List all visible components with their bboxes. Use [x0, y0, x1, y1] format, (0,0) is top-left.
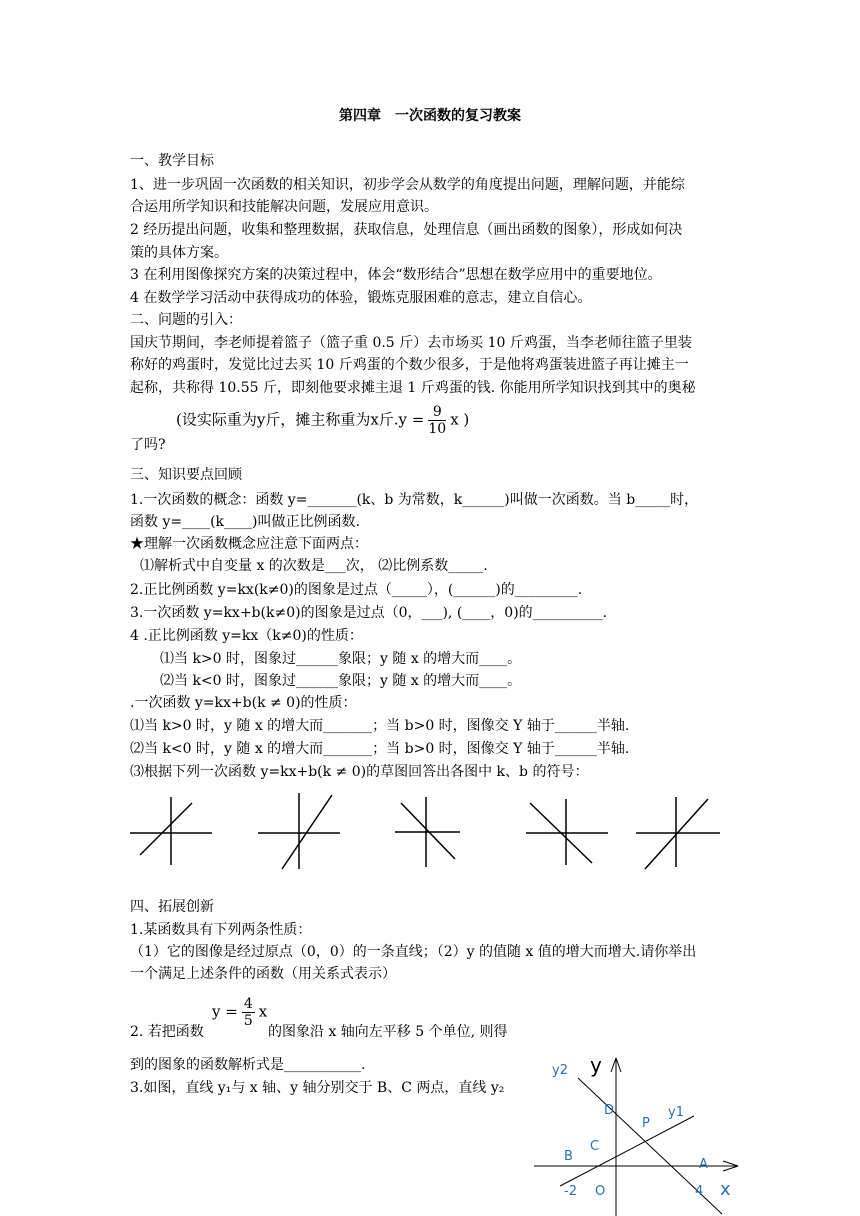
point-d-label: D — [604, 1103, 615, 1118]
fraction-denominator: 10 — [428, 421, 447, 437]
sketch-graph-2 — [258, 793, 340, 869]
point-b-label: B — [564, 1149, 573, 1164]
formula-tail: x ) — [450, 410, 470, 429]
review-line: 函数 y=____(k____)叫做正比例函数. — [130, 514, 360, 530]
point-c-label: C — [590, 1139, 600, 1154]
tick-neg2-label: -2 — [564, 1184, 577, 1199]
extension-line: （1）它的图像是经过原点（0，0）的一条直线；（2）y 的值随 x 值的增大而增大.请你举出 — [130, 944, 697, 960]
fraction — [428, 404, 446, 437]
review-line: ⑶根据下列一次函数 y=kx+b(k ≠ 0)的草图回答出各图中 k、b 的符号： — [130, 764, 589, 780]
goal-line: 策的具体方案。 — [130, 245, 228, 261]
fraction-denominator: 5 — [243, 1013, 253, 1029]
intro-line: 国庆节期间，李老师提着篮子（篮子重 0.5 斤）去市场买 10 斤鸡蛋，当李老师往篮子里装 — [130, 335, 692, 351]
review-line: 3.一次函数 y=kx+b(k≠0)的图象是过点（0，___), (____，0)的__________. — [130, 605, 608, 621]
review-line: .一次函数 y=kx+b(k ≠ 0)的性质： — [130, 695, 357, 711]
formula-lhs: y = — [212, 1002, 238, 1021]
review-line: 2.正比例函数 y=kx(k≠0)的图象是过点（_____），(______)的_________. — [130, 582, 583, 598]
x-axis-label: x — [720, 1179, 731, 1200]
goal-line: 合运用所学知识和技能解决问题，发展应用意识。 — [130, 199, 438, 215]
goal-line: 3 在利用图像探究方案的决策过程中，体会“数形结合”思想在数学应用中的重要地位。 — [130, 267, 662, 283]
review-line: ⑵当 k<0 时，图象过______象限；y 随 x 的增大而____。 — [160, 673, 522, 689]
fraction-numerator: 9 — [428, 404, 446, 421]
sketch-graphs — [0, 785, 860, 875]
page-title: 第四章 一次函数的复习教案 — [339, 108, 521, 124]
intro-line: 了吗? — [130, 437, 166, 453]
y2-label: y2 — [552, 1063, 568, 1078]
section-heading-goals: 一、教学目标 — [130, 153, 214, 169]
formula-text: (设实际重为y斤，摊主称重为x斤.y = — [176, 410, 425, 429]
formula-x: x — [258, 1002, 268, 1021]
extension-line: 3.如图，直线 y₁与 x 轴、y 轴分别交于 B、C 两点，直线 y₂ — [130, 1080, 505, 1096]
section-heading-intro: 二、问题的引入： — [130, 312, 242, 328]
weight-formula — [176, 404, 469, 437]
fraction-numerator: 4 — [243, 996, 253, 1012]
coordinate-figure — [520, 1048, 770, 1216]
y1-label: y1 — [668, 1105, 684, 1120]
sketch-graph-3 — [395, 797, 460, 867]
intro-line: 起称，共称得 10.55 斤，即刻他要求摊主退 1 斤鸡蛋的钱. 你能用所学知识找到其中的奥秘 — [130, 380, 696, 396]
extension-line: 1.某函数具有下列两条性质： — [130, 922, 312, 938]
goal-line: 1、进一步巩固一次函数的相关知识，初步学会从数学的角度提出问题，理解问题，并能综 — [130, 177, 685, 193]
review-line: 1.一次函数的概念：函数 y=_______(k、b 为常数，k______)叫做一次函数。当 b_____时， — [130, 492, 699, 508]
fraction — [242, 996, 255, 1029]
review-line: 4 .正比例函数 y=kx（k≠0)的性质： — [130, 628, 363, 644]
extension-line: 的图象沿 x 轴向左平移 5 个单位, 则得 — [268, 1024, 508, 1040]
sketch-graph-5 — [636, 797, 720, 869]
point-p-label: P — [642, 1116, 650, 1131]
extension-line: 2. 若把函数 — [130, 1024, 204, 1040]
shift-formula — [212, 996, 267, 1029]
section-heading-review: 三、知识要点回顾 — [130, 467, 242, 483]
y-axis-label: y — [590, 1053, 602, 1077]
review-line: ⑵当 k<0 时，y 随 x 的增大而_______；当 b>0 时，图像交 Y 轴于______半轴. — [130, 741, 630, 757]
extension-line: 一个满足上述条件的函数（用关系式表示） — [130, 966, 396, 982]
sketch-graph-4 — [526, 799, 608, 865]
point-a-label: A — [699, 1157, 708, 1172]
review-line: ★理解一次函数概念应注意下面两点： — [130, 536, 368, 552]
extension-line: 到的图象的函数解析式是___________. — [130, 1057, 366, 1073]
origin-label: O — [595, 1184, 606, 1199]
goal-line: 4 在数学学习活动中获得成功的体验，锻炼克服困难的意志，建立自信心。 — [130, 290, 592, 306]
tick-4-label: 4 — [695, 1184, 704, 1199]
sketch-graph-1 — [130, 797, 212, 865]
goal-line: 2 经历提出问题，收集和整理数据，获取信息，处理信息（画出函数的图象），形成如何决 — [130, 222, 683, 238]
section-heading-extension: 四、拓展创新 — [130, 899, 214, 915]
review-line: ⑴当 k>0 时，y 随 x 的增大而_______；当 b>0 时，图像交 Y 轴于______半轴. — [130, 718, 630, 734]
intro-line: 称好的鸡蛋时，发觉比过去买 10 斤鸡蛋的个数少很多，于是他将鸡蛋装进篮子再让摊主一 — [130, 357, 689, 373]
review-line: ⑴当 k>0 时，图象过______象限；y 随 x 的增大而____。 — [160, 651, 522, 667]
review-line: ⑴解析式中自变量 x 的次数是___次， ⑵比例系数_____. — [140, 558, 488, 574]
